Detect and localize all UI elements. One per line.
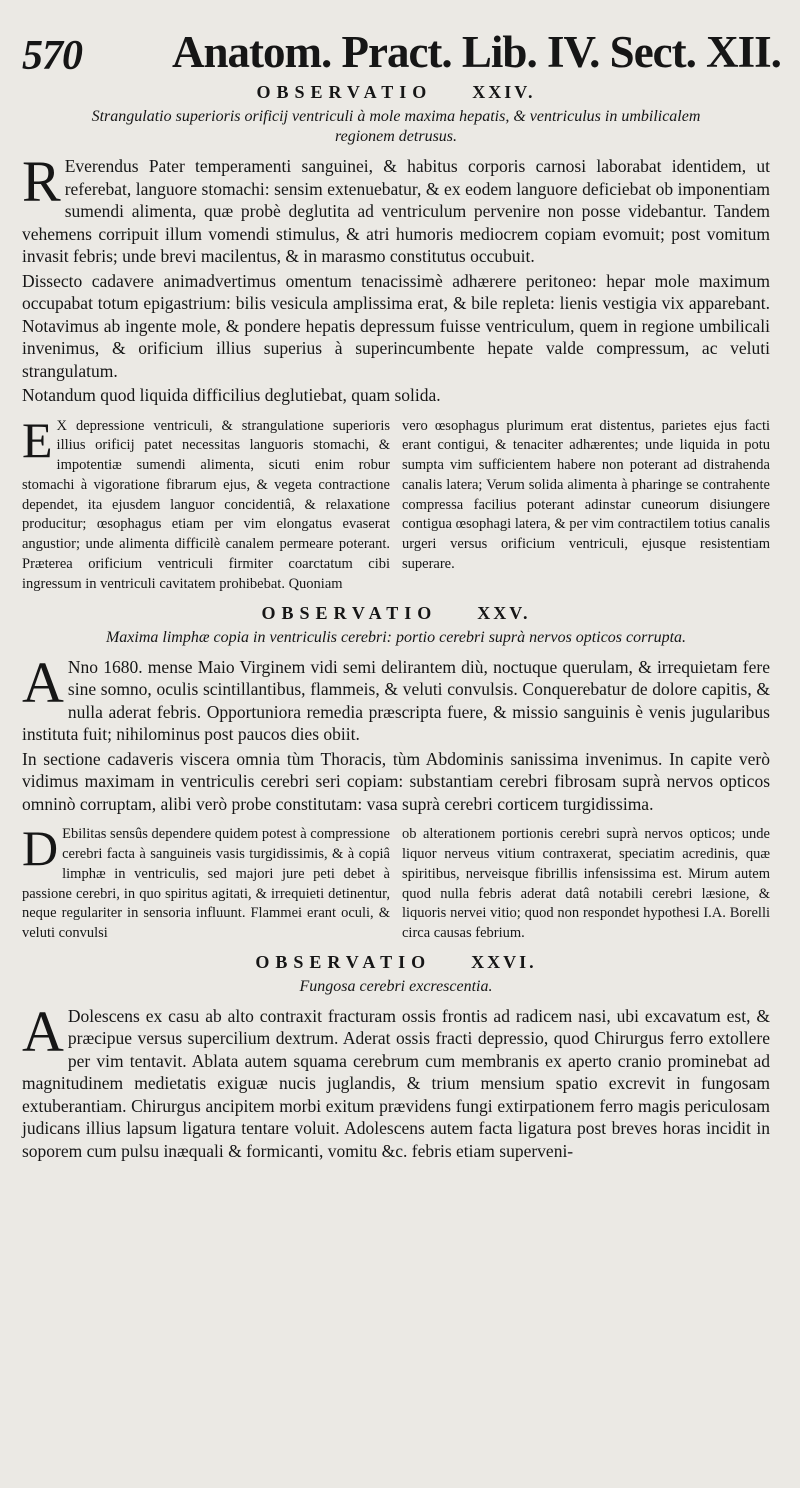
commentary-right-column: vero œsophagus plurimum erat distentus, parietes ejus facti erant contigui, & tenaciter adhærentes; unde liquida in potu sumpta vim sufficientem habere non poterant ad distrahenda canalis latera; Verum solida alimenta à pharinge se contrahente compressa facilius poterant adinstar cuneorum disiungere contigua œsophagi latera, & per vim contractilem totius canalis urgeri versus orificium ventriculi, ejusque resistentiam superare. — [402, 417, 770, 573]
commentary-columns — [22, 411, 770, 595]
commentary-columns — [22, 820, 770, 944]
drop-cap: D — [22, 820, 59, 877]
observation-heading-25: OBSERVATIO XXV. — [261, 602, 531, 623]
running-header — [22, 14, 781, 79]
observation-paragraph: Notandum quod liquida difficilius deglutiebat, quam solida. — [22, 385, 441, 405]
drop-cap: R — [22, 149, 61, 214]
observation-heading-26: OBSERVATIO XXVI. — [255, 951, 537, 972]
commentary-right-column: ob alterationem portionis cerebri suprà nervos opticos; unde liquor nerveus vitium contraxerat, speciatim acredinis, quæ spiritibus, nerveisque fibrillis infensissima est. Mirum autem quod nulla febris aderat datâ notabili cerebri læsione, & liquoris nervei vitio; quod non respondet hypothesi I.A. Borelli circa causas febrium. — [402, 826, 770, 942]
drop-cap: A — [22, 649, 64, 715]
observation-heading-24: OBSERVATIO XXIV. — [256, 82, 536, 102]
observation-paragraph: R Everendus Pater temperamenti sanguinei, & habitus corporis carnosi laborabat identidem, ut referebat, languore stomachi: sensim extenuebatur, & ex eodem languore deficiebat ob imponentiam sumendi alimenta, quæ probè deglutita ad ventriculum pervenire non posse videbantur. Tandem vehemens corripuit illum vomendi stimulus, & atri humoris mediocrem copiam evomuit; post vomitum invasit febris; unde brevi macilentus, & in marasmo constitutus occubuit. — [22, 149, 770, 266]
page-number: 570 — [22, 33, 82, 79]
observation-subtitle-24: Strangulatio superioris orificij ventriculi à mole maxima hepatis, & ventriculus in umbilicalem regionem detrusus. — [91, 108, 701, 145]
drop-cap: E — [22, 411, 53, 468]
running-title: Anatom. Pract. Lib. IV. Sect. XII. — [172, 27, 781, 77]
observation-paragraph: Dissecto cadavere animadvertimus omentum tenacissimè adhærere peritoneo: hepar mole maximum occupabat totum epigastrium: bilis vesicula amplissima erat, & bile repleta: lienis vestigia vix apparebant. Notavimus ab ingente mole, & pondere hepatis depressum fuisse ventriculum, quem in regione umbilicali invenimus, & orificium illius superius à superincumbente hepate valde compressum, ac veluti strangulatum. — [22, 270, 770, 381]
commentary-left-column: E X depressione ventriculi, & strangulatione superioris illius orificij patet necessitas languoris stomachi, & impotentiæ sumendi alimenta, sicuti enim robur stomachi à vigoratione fibrarum ejus, & vegeta contractione dependet, ita ejusdem languor concidentiâ, & relaxatione producitur; œsophagus etiam per vim elongatus evaserat angustior; unde alimenta difficilè canalem permeare poterant. Præterea orificium ventriculi firmiter coarctatum cibi ingressum in ventriculi cavitatem prohibebat. Quoniam — [22, 411, 390, 592]
observation-paragraph: In sectione cadaveris viscera omnia tùm Thoracis, tùm Abdominis sanissima invenimus. In capite verò vidimus maximam in ventriculis cerebri seri copiam: substantiam cerebri fibrosam suprà nervos opticos omninò corruptam, alibi verò probe constitutam: vasa suprà cerebri corticem turgidissima. — [22, 748, 770, 814]
observation-paragraph: A Dolescens ex casu ab alto contraxit fracturam ossis frontis ad radicem nasi, ubi excavatum est, & præcipue versus supercilium dextrum. Aderat ossis fracti depressio, quod Chirurgus ferro extollere per vim tentavit. Ablata autem squama cerebrum cum membranis ex aperto cranio prominebat ad magnitudinem medietatis exiguæ nucis juglandis, & trium mensium spatio excrevit in fungosam extuberantiam. Chirurgus ancipitem morbi exitum prævidens fungi extirpationem ferro magis periculosam judicans illius lapsum ligatura tentare voluit. Adolescens autem facta ligatura post breves horas incidit in soporem cum pulsu inæquali & formicanti, vomitu &c. febris etiam superveni- — [22, 998, 770, 1161]
commentary-left-column: D Ebilitas sensûs dependere quidem potest à compressione cerebri facta à sanguineis vasis turgidissimis, & à copiâ limphæ in ventriculis, sed majori jure peti debet à passione cerebri, in quo spiritus agitati, & irrequieti detinentur, neque regulariter in sensoria influunt. Flammei erant oculi, & veluti convulsi — [22, 820, 390, 942]
drop-cap: A — [22, 998, 64, 1064]
observation-paragraph: A Nno 1680. mense Maio Virginem vidi semi delirantem diù, noctuque querulam, & irrequietam fere sine somno, oculis scintillantibus, flammeis, & veluti convulsis. Conquerebatur de dolore capitis, & nulla aderat febris. Opportuniora remedia præscripta fuere, & missio sanguinis è venis jugularibus instituta fuit; nihilominus post paucos dies obiit. — [22, 649, 770, 745]
observation-subtitle-25: Maxima limphæ copia in ventriculis cerebri: portio cerebri suprà nervos opticos corrupta. — [105, 628, 687, 646]
observation-subtitle-26: Fungosa cerebri excrescentia. — [299, 977, 493, 995]
